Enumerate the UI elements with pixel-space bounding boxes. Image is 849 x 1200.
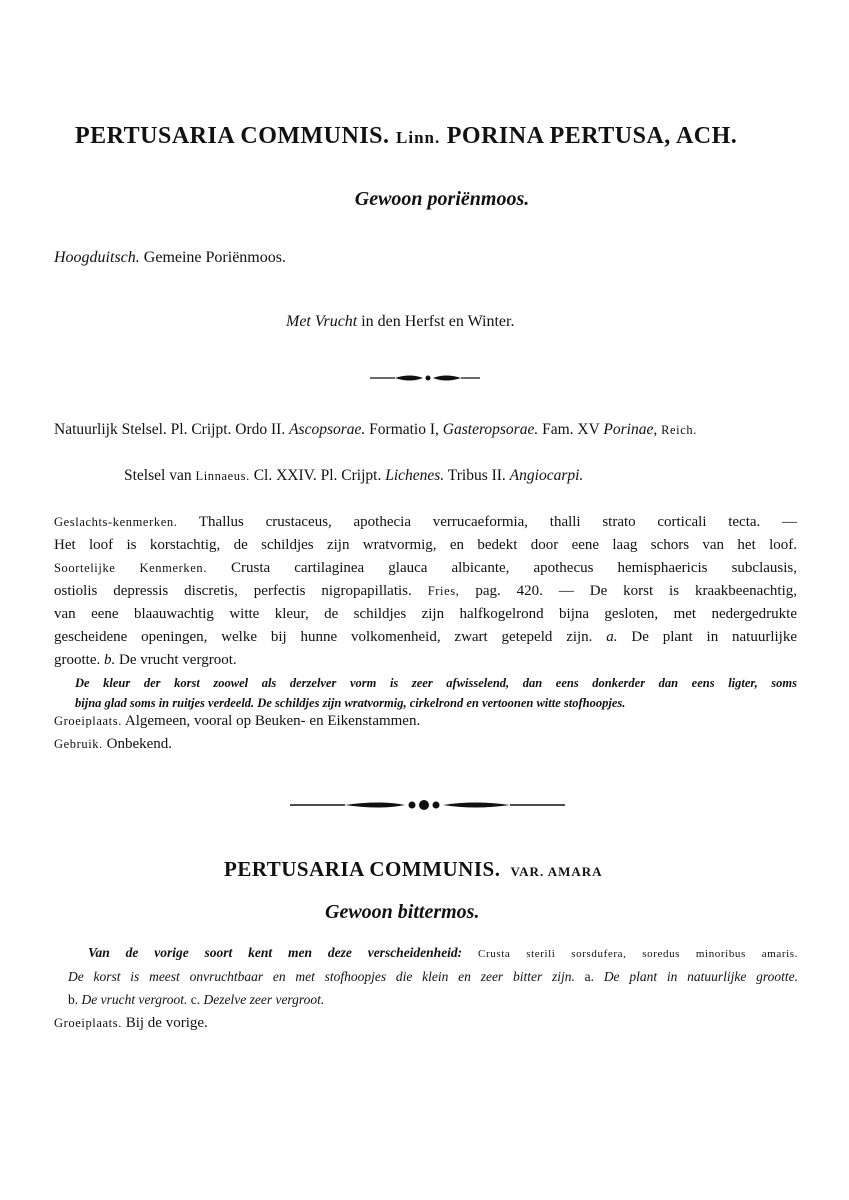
genus-characters-line1: Geslachts-kenmerken. Thallus crustaceus, apothecia verrucaeformia, thalli strato corticali tecta. — — [54, 514, 797, 530]
species-characters-line4: gescheidene openingen, welke bij hunne volkomenheid, zwart getepeld zijn. a. De plant in natuurlijke — [54, 629, 798, 645]
usage-line: Gebruik. Onbekend. — [54, 736, 173, 752]
page-subtitle: Gewoon poriënmoos. — [354, 188, 530, 210]
linnaeus-system-line: Stelsel van Linnaeus. Cl. XXIV. Pl. Crijpt. Lichenes. Tribus II. Angiocarpi. — [124, 467, 584, 484]
species-characters-line2: ostiolis depressis discretis, perfectis nigropapillatis. Fries, pag. 420. — De korst is kraakbeenachtig, — [54, 583, 797, 599]
fruit-label: Met Vrucht — [286, 313, 358, 330]
species-characters-line1: Soortelijke Kenmerken. Crusta cartilaginea glauca albicante, apothecus hemisphaericis subclausis, — [54, 560, 797, 576]
variety-habitat-line: Groeiplaats. Bij de vorige. — [54, 1015, 208, 1031]
habitat-line: Groeiplaats. Algemeen, vooral op Beuken- en Eikenstammen. — [54, 713, 421, 729]
note-line1: De kleur der korst zoowel als derzelver vorm is zeer afwisselend, dan eens donkerder dan eens ligter, soms — [75, 676, 797, 690]
genus-characters-line2: Het loof is korstachtig, de schildjes zijn wratvormig, en bedekt door eene laag schors van het loof. — [54, 537, 797, 553]
title-synonym: PORINA PERTUSA, — [446, 123, 671, 149]
german-name-line — [54, 249, 286, 267]
page-title — [75, 123, 737, 150]
note-line2: bijna glad soms in ruitjes verdeeld. De schildjes zijn wratvormig, cirkelrond en vertoonen witte stofhoopjes. — [75, 696, 626, 710]
variety-line1: Van de vorige soort kent men deze verscheidenheid: Crusta sterili sorsdufera, soredus minoribus amaris. — [88, 945, 799, 960]
german-label: Hoogduitsch. — [54, 249, 140, 266]
ornament-divider-large — [0, 797, 849, 813]
variety-line3: b. De vrucht vergroot. c. Dezelve zeer vergroot. — [68, 992, 325, 1007]
variety-title: PERTUSARIA COMMUNIS. VAR. AMARA — [224, 857, 603, 881]
ornament-divider-small — [0, 372, 849, 384]
species-characters-line5: grootte. b. De vrucht vergroot. — [54, 652, 237, 668]
variety-subtitle: Gewoon bittermos. — [325, 901, 480, 923]
title-genus: PERTUSARIA COMMUNIS. — [75, 123, 390, 149]
natural-system-line: Natuurlijk Stelsel. Pl. Crijpt. Ordo II. Ascopsorae. Formatio I, Gasteropsorae. Fam. XV Porinae, Reich. — [54, 421, 697, 438]
german-name: Gemeine Poriënmoos. — [143, 249, 286, 266]
title-author: Linn. — [396, 128, 441, 147]
fruit-text: in den Herfst en Winter. — [361, 313, 515, 330]
title-synonym-author: ACH. — [675, 123, 738, 149]
species-characters-line3: van eene blaauwachtig witte kleur, de schildjes zijn halfkogelrond bijna gesloten, met nedergedrukte — [54, 606, 797, 622]
variety-line2: De korst is meest onvruchtbaar en met stofhoopjes die klein en zeer bitter zijn. a. De plant in natuurlijke grootte. — [68, 969, 799, 984]
fruit-season-line — [286, 313, 514, 331]
